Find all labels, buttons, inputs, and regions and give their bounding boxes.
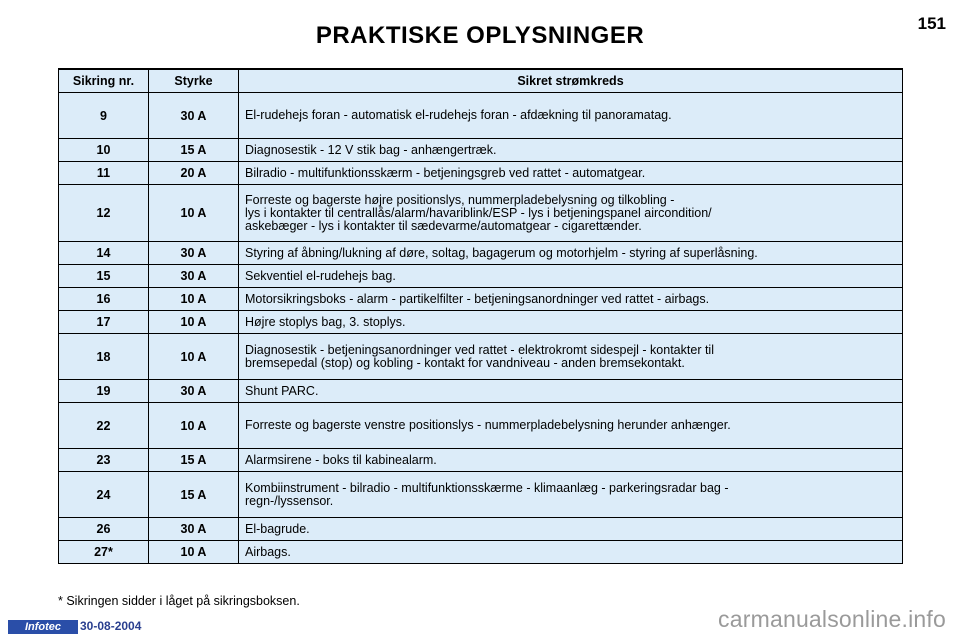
table-row: [59, 334, 903, 380]
fuse-number-cell: 14: [59, 242, 149, 265]
column-header-circuit: Sikret strømkreds: [239, 69, 903, 93]
table-row: [59, 472, 903, 518]
fuse-rating-cell: 30 A: [149, 93, 239, 139]
circuit-line: lys i kontakter til centrallås/alarm/havariblink/ESP - lys i betjeningspanel aircondition/: [245, 205, 712, 220]
table-row: [59, 288, 903, 311]
circuit-line: askebæger - lys i kontakter til sædevarme/automatgear - cigarettænder.: [245, 218, 642, 233]
circuit-line: regn-/lyssensor.: [245, 493, 334, 508]
circuit-cell: [239, 541, 903, 564]
fuse-table-body: [59, 93, 903, 564]
page-title: PRAKTISKE OPLYSNINGER: [315, 22, 645, 49]
fuse-rating-cell: 20 A: [149, 162, 239, 185]
fuse-number-cell: 23: [59, 449, 149, 472]
table-row: [59, 518, 903, 541]
fuse-number-cell: 18: [59, 334, 149, 380]
circuit-line: Alarmsirene - boks til kabinealarm.: [245, 452, 437, 467]
circuit-cell: [239, 311, 903, 334]
fuse-number-cell: 12: [59, 185, 149, 242]
fuse-number-cell: 16: [59, 288, 149, 311]
fuse-rating-cell: 30 A: [149, 242, 239, 265]
table-row: [59, 449, 903, 472]
circuit-cell: [239, 288, 903, 311]
fuse-rating-cell: 15 A: [149, 139, 239, 162]
fuse-number-cell: 9: [59, 93, 149, 139]
fuse-rating-cell: 10 A: [149, 334, 239, 380]
fuse-number-cell: 10: [59, 139, 149, 162]
circuit-line: Airbags.: [245, 544, 291, 559]
fuse-rating-cell: 30 A: [149, 380, 239, 403]
fuse-rating-cell: 15 A: [149, 472, 239, 518]
fuse-rating-cell: 30 A: [149, 265, 239, 288]
fuse-table: [58, 68, 903, 564]
fuse-number-cell: 19: [59, 380, 149, 403]
circuit-line: Forreste og bagerste venstre positionslys - nummerpladebelysning herunder anhænger.: [245, 418, 731, 432]
circuit-line: Shunt PARC.: [245, 383, 319, 398]
table-row: [59, 242, 903, 265]
fuse-number-cell: 22: [59, 403, 149, 449]
circuit-cell: [239, 380, 903, 403]
circuit-line: Forreste og bagerste højre positionslys, nummerpladebelysning og tilkobling -: [245, 192, 675, 207]
column-header-rating: Styrke: [149, 69, 239, 93]
footnote: * Sikringen sidder i låget på sikringsboksen.: [58, 594, 300, 608]
fuse-number-cell: 26: [59, 518, 149, 541]
column-header-fuse-number: Sikring nr.: [59, 69, 149, 93]
circuit-cell: [239, 472, 903, 518]
circuit-cell: [239, 242, 903, 265]
fuse-rating-cell: 30 A: [149, 518, 239, 541]
circuit-line: El-rudehejs foran - automatisk el-rudehejs foran - afdækning til panoramatag.: [245, 108, 672, 122]
infotec-logo: Infotec: [8, 620, 78, 634]
watermark: carmanualsonline.info: [718, 606, 946, 632]
circuit-cell: [239, 334, 903, 380]
circuit-cell: [239, 449, 903, 472]
table-row: [59, 265, 903, 288]
fuse-rating-cell: 10 A: [149, 311, 239, 334]
circuit-line: Styring af åbning/lukning af døre, soltag, bagagerum og motorhjelm - styring af superlåsning.: [245, 245, 758, 260]
table-row: [59, 541, 903, 564]
circuit-cell: [239, 265, 903, 288]
circuit-cell: [239, 185, 903, 242]
table-row: [59, 403, 903, 449]
circuit-cell: [239, 518, 903, 541]
circuit-line: Bilradio - multifunktionsskærm - betjeningsgreb ved rattet - automatgear.: [245, 165, 646, 180]
table-row: [59, 380, 903, 403]
fuse-rating-cell: 15 A: [149, 449, 239, 472]
circuit-cell: [239, 162, 903, 185]
circuit-line: Kombiinstrument - bilradio - multifunktionsskærme - klimaanlæg - parkeringsradar bag -: [245, 480, 729, 495]
table-row: [59, 139, 903, 162]
table-row: [59, 93, 903, 139]
table-row: [59, 311, 903, 334]
circuit-line: bremsepedal (stop) og kobling - kontakt for vandniveau - anden bremsekontakt.: [245, 355, 685, 370]
fuse-number-cell: 27*: [59, 541, 149, 564]
fuse-number-cell: 24: [59, 472, 149, 518]
table-header-row: [59, 69, 903, 93]
table-row: [59, 185, 903, 242]
fuse-rating-cell: 10 A: [149, 541, 239, 564]
circuit-line: Diagnosestik - betjeningsanordninger ved rattet - elektrokromt sidespejl - kontakter til: [245, 342, 714, 357]
fuse-number-cell: 15: [59, 265, 149, 288]
circuit-line: Diagnosestik - 12 V stik bag - anhængertræk.: [245, 142, 497, 157]
circuit-line: Højre stoplys bag, 3. stoplys.: [245, 314, 406, 329]
print-date: 30-08-2004: [80, 619, 142, 633]
circuit-cell: [239, 403, 903, 449]
table-row: [59, 162, 903, 185]
page-number: 151: [917, 14, 946, 33]
fuse-rating-cell: 10 A: [149, 185, 239, 242]
fuse-number-cell: 17: [59, 311, 149, 334]
fuse-number-cell: 11: [59, 162, 149, 185]
circuit-line: Motorsikringsboks - alarm - partikelfilter - betjeningsanordninger ved rattet - airbags.: [245, 291, 710, 306]
circuit-cell: [239, 93, 903, 139]
fuse-rating-cell: 10 A: [149, 288, 239, 311]
fuse-rating-cell: 10 A: [149, 403, 239, 449]
circuit-cell: [239, 139, 903, 162]
circuit-line: Sekventiel el-rudehejs bag.: [245, 268, 396, 283]
circuit-line: El-bagrude.: [245, 521, 310, 536]
